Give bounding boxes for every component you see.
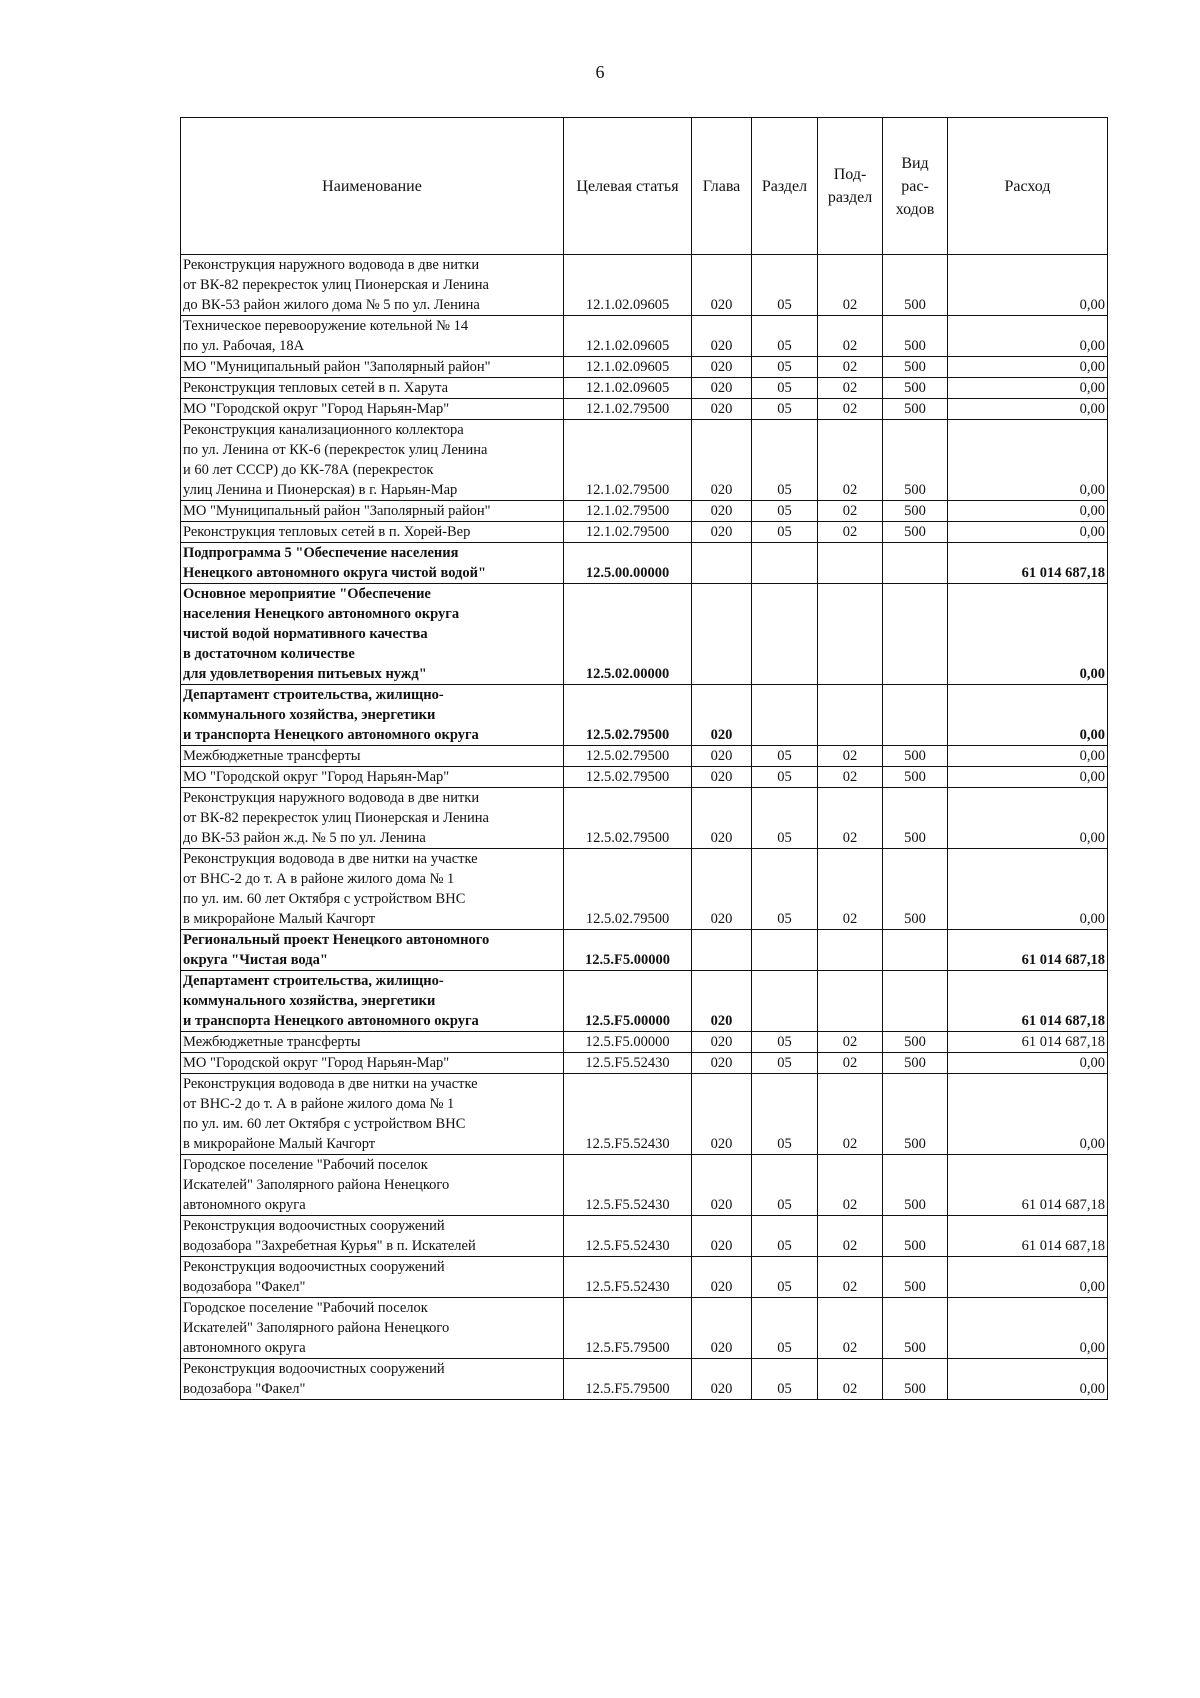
row-chapter bbox=[692, 543, 752, 584]
row-exp-type: 500 bbox=[883, 255, 948, 316]
row-section: 05 bbox=[752, 1053, 818, 1074]
row-target: 12.1.02.09605 bbox=[564, 357, 692, 378]
row-exp-type: 500 bbox=[883, 1074, 948, 1155]
row-subsection bbox=[818, 543, 883, 584]
row-chapter: 020 bbox=[692, 1298, 752, 1359]
row-chapter: 020 bbox=[692, 378, 752, 399]
row-subsection bbox=[818, 685, 883, 746]
row-name: Основное мероприятие "Обеспечение населения Ненецкого автономного округа чистой водой нормативного качества в достаточном количестве для удовлетворения питьевых нужд" bbox=[181, 584, 564, 685]
row-target: 12.5.00.00000 bbox=[564, 543, 692, 584]
row-name: МО "Городской округ "Город Нарьян-Мар" bbox=[181, 1053, 564, 1074]
row-name: Реконструкция наружного водовода в две нитки от ВК-82 перекресток улиц Пионерская и Ленина до ВК-53 район жилого дома № 5 по ул. Ленина bbox=[181, 255, 564, 316]
row-subsection: 02 bbox=[818, 501, 883, 522]
row-name: МО "Городской округ "Город Нарьян-Мар" bbox=[181, 767, 564, 788]
table-row bbox=[181, 1298, 1108, 1359]
row-chapter: 020 bbox=[692, 767, 752, 788]
row-target: 12.5.F5.52430 bbox=[564, 1053, 692, 1074]
row-chapter bbox=[692, 930, 752, 971]
page-number: 6 bbox=[595, 62, 605, 82]
row-amount: 0,00 bbox=[948, 584, 1108, 685]
row-target: 12.5.F5.79500 bbox=[564, 1359, 692, 1400]
row-section: 05 bbox=[752, 1074, 818, 1155]
row-chapter: 020 bbox=[692, 1257, 752, 1298]
budget-table bbox=[180, 117, 1108, 1400]
row-section: 05 bbox=[752, 1155, 818, 1216]
row-section: 05 bbox=[752, 1359, 818, 1400]
row-chapter: 020 bbox=[692, 501, 752, 522]
row-section: 05 bbox=[752, 746, 818, 767]
row-amount: 0,00 bbox=[948, 255, 1108, 316]
header-chapter: Глава bbox=[692, 118, 752, 255]
row-amount: 0,00 bbox=[948, 788, 1108, 849]
row-target: 12.5.02.79500 bbox=[564, 849, 692, 930]
row-exp-type: 500 bbox=[883, 1257, 948, 1298]
row-amount: 0,00 bbox=[948, 1257, 1108, 1298]
row-exp-type bbox=[883, 584, 948, 685]
row-target: 12.1.02.09605 bbox=[564, 378, 692, 399]
row-section: 05 bbox=[752, 420, 818, 501]
row-target: 12.5.F5.79500 bbox=[564, 1298, 692, 1359]
row-exp-type bbox=[883, 930, 948, 971]
row-chapter: 020 bbox=[692, 357, 752, 378]
row-chapter: 020 bbox=[692, 1216, 752, 1257]
row-section: 05 bbox=[752, 849, 818, 930]
row-section: 05 bbox=[752, 1032, 818, 1053]
row-section: 05 bbox=[752, 501, 818, 522]
table-row bbox=[181, 378, 1108, 399]
row-exp-type bbox=[883, 543, 948, 584]
table-row bbox=[181, 420, 1108, 501]
row-chapter: 020 bbox=[692, 849, 752, 930]
row-subsection: 02 bbox=[818, 357, 883, 378]
row-name: Реконструкция водовода в две нитки на участке от ВНС-2 до т. А в районе жилого дома № 1 по ул. им. 60 лет Октября с устройством ВНС в микрорайоне Малый Качгорт bbox=[181, 1074, 564, 1155]
row-name: Реконструкция тепловых сетей в п. Харута bbox=[181, 378, 564, 399]
row-section: 05 bbox=[752, 522, 818, 543]
row-exp-type: 500 bbox=[883, 1053, 948, 1074]
table-row bbox=[181, 746, 1108, 767]
row-target: 12.1.02.79500 bbox=[564, 399, 692, 420]
row-exp-type: 500 bbox=[883, 420, 948, 501]
row-chapter: 020 bbox=[692, 1053, 752, 1074]
row-subsection: 02 bbox=[818, 1298, 883, 1359]
row-exp-type: 500 bbox=[883, 1216, 948, 1257]
row-subsection: 02 bbox=[818, 788, 883, 849]
row-target: 12.5.02.79500 bbox=[564, 788, 692, 849]
row-chapter: 020 bbox=[692, 399, 752, 420]
row-name: Реконструкция водоочистных сооружений водозабора "Захребетная Курья" в п. Искателей bbox=[181, 1216, 564, 1257]
table-row bbox=[181, 316, 1108, 357]
row-amount: 0,00 bbox=[948, 420, 1108, 501]
row-amount: 0,00 bbox=[948, 1053, 1108, 1074]
row-target: 12.5.02.79500 bbox=[564, 746, 692, 767]
row-exp-type: 500 bbox=[883, 522, 948, 543]
row-chapter: 020 bbox=[692, 522, 752, 543]
row-target: 12.5.02.79500 bbox=[564, 685, 692, 746]
row-target: 12.5.F5.52430 bbox=[564, 1216, 692, 1257]
row-exp-type bbox=[883, 971, 948, 1032]
row-name: Техническое перевооружение котельной № 14 по ул. Рабочая, 18А bbox=[181, 316, 564, 357]
row-name: Реконструкция водовода в две нитки на участке от ВНС-2 до т. А в районе жилого дома № 1 по ул. им. 60 лет Октября с устройством ВНС в микрорайоне Малый Качгорт bbox=[181, 849, 564, 930]
row-chapter: 020 bbox=[692, 746, 752, 767]
row-subsection: 02 bbox=[818, 1032, 883, 1053]
table-row bbox=[181, 930, 1108, 971]
row-section: 05 bbox=[752, 767, 818, 788]
row-chapter: 020 bbox=[692, 971, 752, 1032]
row-amount: 0,00 bbox=[948, 316, 1108, 357]
row-target: 12.5.F5.00000 bbox=[564, 930, 692, 971]
row-amount: 0,00 bbox=[948, 1074, 1108, 1155]
row-exp-type: 500 bbox=[883, 1032, 948, 1053]
row-subsection: 02 bbox=[818, 522, 883, 543]
table-row bbox=[181, 1053, 1108, 1074]
row-subsection: 02 bbox=[818, 767, 883, 788]
row-section: 05 bbox=[752, 1216, 818, 1257]
row-chapter: 020 bbox=[692, 685, 752, 746]
table-row bbox=[181, 767, 1108, 788]
row-subsection: 02 bbox=[818, 1257, 883, 1298]
row-exp-type: 500 bbox=[883, 746, 948, 767]
table-row bbox=[181, 1074, 1108, 1155]
row-subsection: 02 bbox=[818, 746, 883, 767]
row-amount: 0,00 bbox=[948, 357, 1108, 378]
row-exp-type: 500 bbox=[883, 767, 948, 788]
row-subsection: 02 bbox=[818, 316, 883, 357]
row-subsection bbox=[818, 971, 883, 1032]
table-row bbox=[181, 685, 1108, 746]
table-row bbox=[181, 399, 1108, 420]
row-target: 12.1.02.79500 bbox=[564, 420, 692, 501]
row-amount: 0,00 bbox=[948, 1298, 1108, 1359]
table-row bbox=[181, 584, 1108, 685]
row-amount: 61 014 687,18 bbox=[948, 1032, 1108, 1053]
row-section: 05 bbox=[752, 357, 818, 378]
row-exp-type: 500 bbox=[883, 357, 948, 378]
row-target: 12.1.02.09605 bbox=[564, 255, 692, 316]
row-amount: 61 014 687,18 bbox=[948, 1216, 1108, 1257]
row-amount: 61 014 687,18 bbox=[948, 971, 1108, 1032]
row-amount: 0,00 bbox=[948, 522, 1108, 543]
row-subsection: 02 bbox=[818, 420, 883, 501]
row-amount: 0,00 bbox=[948, 849, 1108, 930]
row-target: 12.1.02.79500 bbox=[564, 501, 692, 522]
row-target: 12.1.02.79500 bbox=[564, 522, 692, 543]
row-name: Реконструкция водоочистных сооружений водозабора "Факел" bbox=[181, 1359, 564, 1400]
row-name: Реконструкция канализационного коллектора по ул. Ленина от КК-6 (перекресток улиц Ленина и 60 лет СССР) до КК-78А (перекресток улиц Ленина и Пионерская) в г. Нарьян-Мар bbox=[181, 420, 564, 501]
row-amount: 0,00 bbox=[948, 767, 1108, 788]
row-subsection: 02 bbox=[818, 399, 883, 420]
row-exp-type: 500 bbox=[883, 1359, 948, 1400]
row-section bbox=[752, 971, 818, 1032]
row-section bbox=[752, 685, 818, 746]
row-chapter: 020 bbox=[692, 316, 752, 357]
table-row bbox=[181, 849, 1108, 930]
row-name: Региональный проект Ненецкого автономного округа "Чистая вода" bbox=[181, 930, 564, 971]
row-exp-type: 500 bbox=[883, 1298, 948, 1359]
row-section: 05 bbox=[752, 788, 818, 849]
row-chapter: 020 bbox=[692, 1032, 752, 1053]
row-exp-type: 500 bbox=[883, 501, 948, 522]
row-subsection bbox=[818, 584, 883, 685]
row-amount: 0,00 bbox=[948, 685, 1108, 746]
row-name: Реконструкция наружного водовода в две нитки от ВК-82 перекресток улиц Пионерская и Ленина до ВК-53 район ж.д. № 5 по ул. Ленина bbox=[181, 788, 564, 849]
row-section bbox=[752, 543, 818, 584]
row-section: 05 bbox=[752, 1298, 818, 1359]
table-row bbox=[181, 1155, 1108, 1216]
table-row bbox=[181, 1257, 1108, 1298]
table-row bbox=[181, 357, 1108, 378]
row-target: 12.1.02.09605 bbox=[564, 316, 692, 357]
row-name: Реконструкция тепловых сетей в п. Хорей-Вер bbox=[181, 522, 564, 543]
row-name: Городское поселение "Рабочий поселок Искателей" Заполярного района Ненецкого автономного округа bbox=[181, 1155, 564, 1216]
row-subsection bbox=[818, 930, 883, 971]
row-amount: 0,00 bbox=[948, 399, 1108, 420]
row-chapter: 020 bbox=[692, 788, 752, 849]
row-target: 12.5.F5.52430 bbox=[564, 1074, 692, 1155]
row-amount: 61 014 687,18 bbox=[948, 543, 1108, 584]
row-section: 05 bbox=[752, 316, 818, 357]
row-amount: 0,00 bbox=[948, 501, 1108, 522]
row-target: 12.5.F5.00000 bbox=[564, 1032, 692, 1053]
row-target: 12.5.F5.52430 bbox=[564, 1155, 692, 1216]
table-header-row bbox=[181, 118, 1108, 255]
row-exp-type: 500 bbox=[883, 316, 948, 357]
row-section bbox=[752, 584, 818, 685]
row-name: Межбюджетные трансферты bbox=[181, 1032, 564, 1053]
row-amount: 0,00 bbox=[948, 1359, 1108, 1400]
row-target: 12.5.02.00000 bbox=[564, 584, 692, 685]
row-subsection: 02 bbox=[818, 1359, 883, 1400]
row-exp-type: 500 bbox=[883, 788, 948, 849]
header-subsection: Под- раздел bbox=[818, 118, 883, 255]
row-subsection: 02 bbox=[818, 378, 883, 399]
row-chapter: 020 bbox=[692, 420, 752, 501]
row-subsection: 02 bbox=[818, 1216, 883, 1257]
row-chapter bbox=[692, 584, 752, 685]
row-name: Городское поселение "Рабочий поселок Искателей" Заполярного района Ненецкого автономного округа bbox=[181, 1298, 564, 1359]
header-name: Наименование bbox=[181, 118, 564, 255]
table-row bbox=[181, 971, 1108, 1032]
row-subsection: 02 bbox=[818, 1074, 883, 1155]
table-row bbox=[181, 501, 1108, 522]
row-amount: 61 014 687,18 bbox=[948, 930, 1108, 971]
row-exp-type: 500 bbox=[883, 378, 948, 399]
row-chapter: 020 bbox=[692, 1155, 752, 1216]
row-exp-type: 500 bbox=[883, 1155, 948, 1216]
row-exp-type: 500 bbox=[883, 399, 948, 420]
row-chapter: 020 bbox=[692, 255, 752, 316]
row-name: МО "Муниципальный район "Заполярный район" bbox=[181, 357, 564, 378]
row-section: 05 bbox=[752, 378, 818, 399]
header-target: Целевая статья bbox=[564, 118, 692, 255]
row-name: Департамент строительства, жилищно- коммунального хозяйства, энергетики и транспорта Ненецкого автономного округа bbox=[181, 685, 564, 746]
header-amount: Расход bbox=[948, 118, 1108, 255]
row-subsection: 02 bbox=[818, 849, 883, 930]
row-name: Департамент строительства, жилищно- коммунального хозяйства, энергетики и транспорта Ненецкого автономного округа bbox=[181, 971, 564, 1032]
row-section: 05 bbox=[752, 1257, 818, 1298]
table-row bbox=[181, 1359, 1108, 1400]
table-row bbox=[181, 543, 1108, 584]
row-exp-type bbox=[883, 685, 948, 746]
header-exp-type: Вид рас- ходов bbox=[883, 118, 948, 255]
row-amount: 0,00 bbox=[948, 378, 1108, 399]
row-name: Межбюджетные трансферты bbox=[181, 746, 564, 767]
table-row bbox=[181, 1216, 1108, 1257]
row-section bbox=[752, 930, 818, 971]
table-row bbox=[181, 522, 1108, 543]
row-amount: 0,00 bbox=[948, 746, 1108, 767]
row-section: 05 bbox=[752, 255, 818, 316]
row-target: 12.5.02.79500 bbox=[564, 767, 692, 788]
table-row bbox=[181, 788, 1108, 849]
row-name: МО "Муниципальный район "Заполярный район" bbox=[181, 501, 564, 522]
row-amount: 61 014 687,18 bbox=[948, 1155, 1108, 1216]
row-target: 12.5.F5.52430 bbox=[564, 1257, 692, 1298]
row-subsection: 02 bbox=[818, 1155, 883, 1216]
header-section: Раздел bbox=[752, 118, 818, 255]
row-chapter: 020 bbox=[692, 1359, 752, 1400]
table-row bbox=[181, 255, 1108, 316]
row-target: 12.5.F5.00000 bbox=[564, 971, 692, 1032]
row-subsection: 02 bbox=[818, 1053, 883, 1074]
row-section: 05 bbox=[752, 399, 818, 420]
row-subsection: 02 bbox=[818, 255, 883, 316]
row-name: Реконструкция водоочистных сооружений водозабора "Факел" bbox=[181, 1257, 564, 1298]
row-name: Подпрограмма 5 "Обеспечение населения Ненецкого автономного округа чистой водой" bbox=[181, 543, 564, 584]
row-exp-type: 500 bbox=[883, 849, 948, 930]
table-row bbox=[181, 1032, 1108, 1053]
row-chapter: 020 bbox=[692, 1074, 752, 1155]
row-name: МО "Городской округ "Город Нарьян-Мар" bbox=[181, 399, 564, 420]
